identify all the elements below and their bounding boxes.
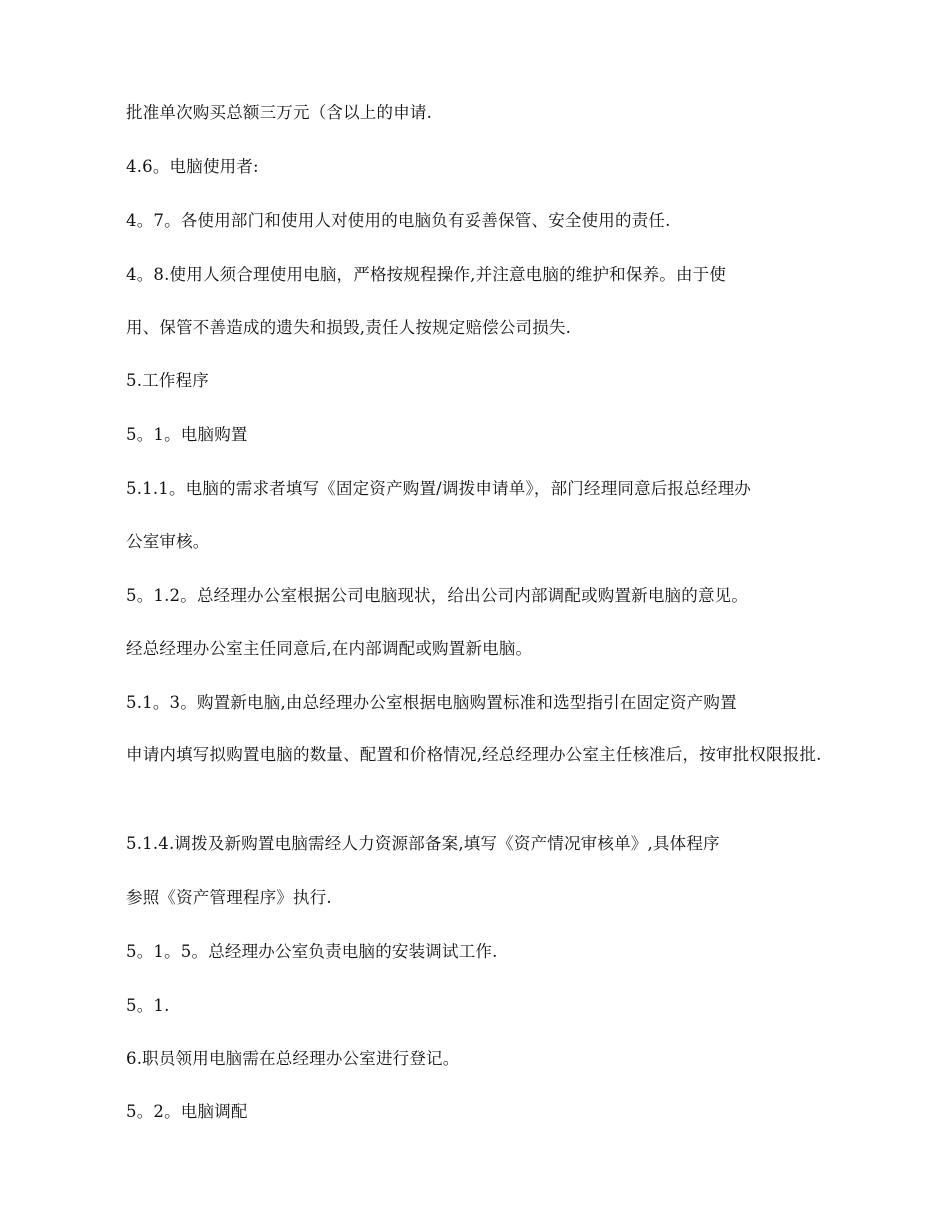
section-heading: 5.工作程序: [126, 371, 209, 390]
text-line: 批准单次购买总额三万元（含以上的申请.: [126, 103, 433, 122]
text-line: 5。1。5。总经理办公室负责电脑的安装调试工作.: [126, 942, 498, 961]
wrapped-paragraph: 申请内填写拟购置电脑的数量、配置和价格情况,经总经理办公室主任核准后，按审批权限报批.: [126, 745, 822, 764]
text-line: 4.6。电脑使用者:: [126, 157, 259, 176]
text-line: 4。7。各使用部门和使用人对使用的电脑负有妥善保管、安全使用的责任.: [126, 211, 671, 230]
text-line: 参照《资产管理程序》执行.: [126, 888, 332, 907]
text-line: 5.1.4.调拨及新购置电脑需经人力资源部备案,填写《资产情况审核单》,具体程序: [126, 834, 720, 853]
text-line: 5.1。3。购置新电脑,由总经理办公室根据电脑购置标准和选型指引在固定资产购置: [126, 693, 737, 712]
text-line: 5。1.: [126, 996, 170, 1015]
subsection-heading: 5。2。电脑调配: [126, 1102, 248, 1121]
text-line: 公室审核。: [126, 532, 210, 551]
text-line: 6.职员领用电脑需在总经理办公室进行登记。: [126, 1049, 460, 1068]
text-line: 经总经理办公室主任同意后,在内部调配或购置新电脑。: [126, 639, 533, 658]
text-line: 用、保管不善造成的遗失和损毁,责任人按规定赔偿公司损失.: [126, 318, 572, 337]
subsection-heading: 5。1。电脑购置: [126, 425, 248, 444]
text-line: 4。8.使用人须合理使用电脑，严格按规程操作,并注意电脑的维护和保养。由于使: [126, 265, 727, 284]
text-line: 5.1.1。电脑的需求者填写《固定资产购置/调拨申请单》，部门经理同意后报总经理办: [126, 479, 751, 498]
text-line: 5。1.2。总经理办公室根据公司电脑现状，给出公司内部调配或购置新电脑的意见。: [126, 586, 749, 605]
